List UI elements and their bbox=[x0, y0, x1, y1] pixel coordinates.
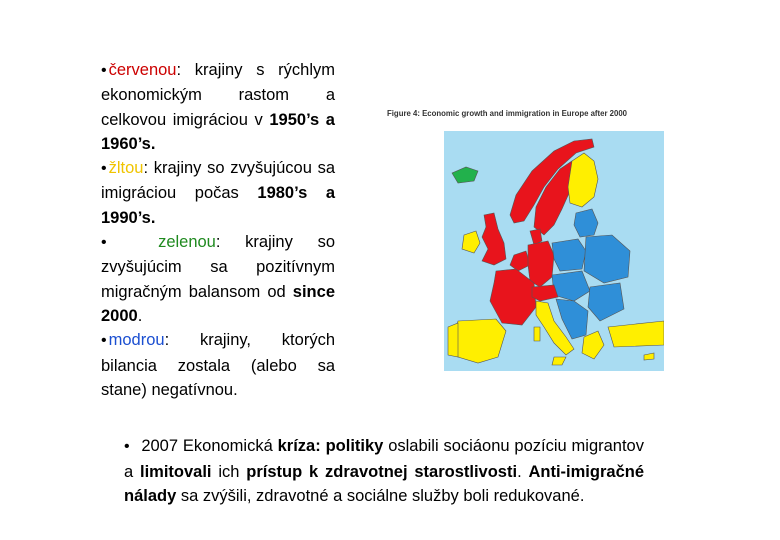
legend-red: • červenou: krajiny s rýchlym ekonomickým rastom a celkovou imigráciou v 1950’s a 1960’s. bbox=[101, 61, 335, 153]
legend-yellow-label: žltou bbox=[108, 159, 144, 178]
legend-green: • zelenou: krajiny so zvyšujúcim sa pozitívnym migračným balansom od since 2000. bbox=[101, 233, 336, 325]
portugal bbox=[448, 323, 458, 357]
legend-blue: • modrou: krajiny, ktorých bilancia zostala (alebo sa stane) negatívnou. bbox=[101, 331, 335, 399]
legend-text bbox=[101, 58, 335, 402]
figure-caption: Figure 4: Economic growth and immigration in Europe after 2000 bbox=[387, 109, 628, 118]
legend-yellow: • žltou: krajiny so zvyšujúcou sa imigráciou počas 1980’s a 1990’s. bbox=[101, 159, 336, 227]
footer-paragraph: • 2007 Ekonomická kríza: politiky oslabili sociáonu pozíciu migrantov a limitovali ich prístup k zdravotnej starostlivosti. Anti-imigračné nálady sa zvýšili, zdravotné a sociálne služby boli redukované. bbox=[124, 437, 645, 505]
legend-blue-label: modrou bbox=[108, 331, 165, 350]
legend-red-label: červenou bbox=[108, 61, 177, 79]
legend-green-label: zelenou bbox=[158, 233, 216, 252]
spain bbox=[454, 319, 506, 363]
europe-map bbox=[444, 131, 664, 371]
sardinia bbox=[534, 327, 540, 341]
